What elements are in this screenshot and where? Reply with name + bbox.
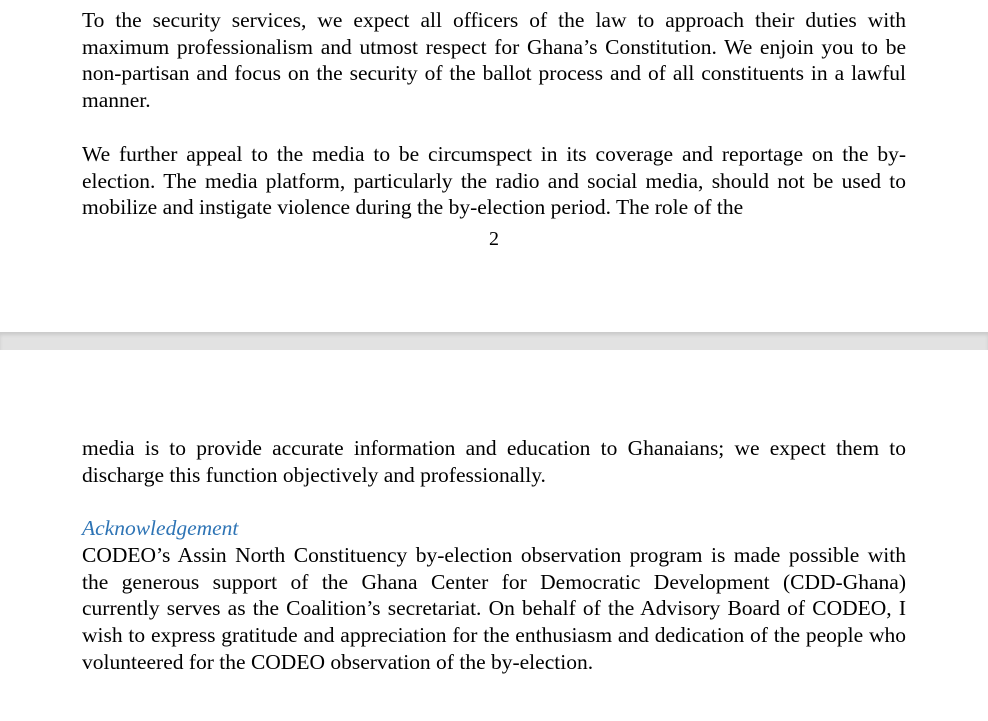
media-appeal-paragraph: We further appeal to the media to be circumspect in its coverage and reportage on the by-election. The media platform, particularly the radio and social media, should not be used to mobilize and instigate violence during the by-election period. The role of the: [82, 142, 906, 220]
security-services-paragraph: To the security services, we expect all officers of the law to approach their duties with maximum professionalism and utmost respect for Ghana’s Constitution. We enjoin you to be non-partisan and focus on the security of the ballot process and of all constituents in a lawful manner.: [82, 8, 906, 113]
media-role-paragraph: media is to provide accurate information and education to Ghanaians; we expect them to discharge this function objectively and professionally.: [82, 436, 906, 487]
document-page-3: [0, 350, 988, 721]
page-separator: [0, 332, 988, 350]
document-page-2: [0, 0, 988, 332]
acknowledgement-paragraph: CODEO’s Assin North Constituency by-election observation program is made possible with the generous support of the Ghana Center for Democratic Development (CDD-Ghana) currently serves as the Coalition’s secretariat. On behalf of the Advisory Board of CODEO, I wish to express gratitude and appreciation for the enthusiasm and dedication of the people who volunteered for the CODEO observation of the by-election.: [82, 543, 906, 674]
page-number: 2: [489, 228, 499, 250]
acknowledgement-heading: Acknowledgement: [82, 516, 239, 540]
